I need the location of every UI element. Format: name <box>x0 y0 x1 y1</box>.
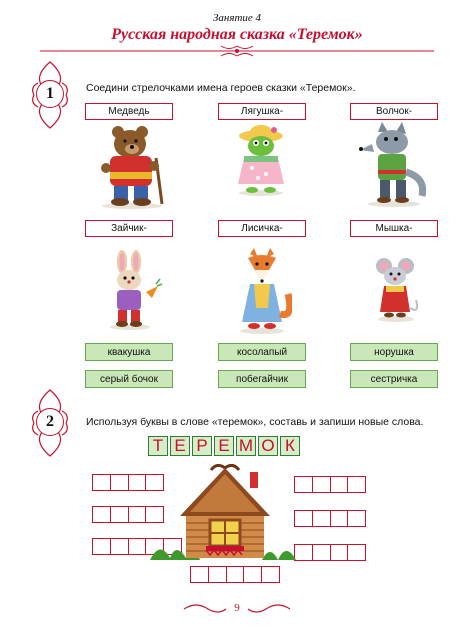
wolf-illustration <box>358 122 430 208</box>
page-number: 9 <box>234 602 240 614</box>
fox-illustration <box>232 248 292 334</box>
lesson-label: Занятие 4 <box>212 12 262 24</box>
task2-instruction: Используя буквы в слове «теремок», составь и запиши новые слова. <box>86 416 424 428</box>
name-box-wolf[interactable]: Волчок- <box>350 103 438 120</box>
letter-cell: Е <box>214 436 234 456</box>
letter-cell: О <box>258 436 278 456</box>
word-box-sestrichka[interactable]: сестричка <box>350 370 438 388</box>
teremok-word <box>148 436 300 456</box>
name-box-frog[interactable]: Лягушка- <box>218 103 306 120</box>
name-box-hare[interactable]: Зайчик- <box>85 220 173 237</box>
letter-cell: М <box>236 436 256 456</box>
hare-illustration <box>100 250 164 330</box>
answer-grid-bottom[interactable] <box>190 566 279 583</box>
name-box-bear[interactable]: Медведь <box>85 103 173 120</box>
title-ornament <box>30 44 444 58</box>
letter-cell: К <box>280 436 300 456</box>
word-box-pobegaychik[interactable]: побегайчик <box>218 370 306 388</box>
word-box-kvakushka[interactable]: квакушка <box>85 343 173 361</box>
name-box-mouse[interactable]: Мышка- <box>350 220 438 237</box>
teremok-house-illustration <box>150 464 300 564</box>
frog-illustration <box>228 124 294 196</box>
page-title: Русская народная сказка «Теремок» <box>111 26 363 43</box>
bear-illustration <box>92 122 172 210</box>
word-box-norushka[interactable]: норушка <box>350 343 438 361</box>
task2-number: 2 <box>36 408 64 436</box>
answer-grid-right-2[interactable] <box>294 510 365 527</box>
mouse-illustration <box>370 256 422 322</box>
answer-grid-right-1[interactable] <box>294 476 365 493</box>
task1-instruction: Соедини стрелочками имена героев сказки «Теремок». <box>86 82 356 94</box>
answer-grid-right-3[interactable] <box>294 544 365 561</box>
name-box-fox[interactable]: Лисичка- <box>218 220 306 237</box>
letter-cell: Т <box>148 436 168 456</box>
letter-cell: Р <box>192 436 212 456</box>
word-box-kosolapy[interactable]: косолапый <box>218 343 306 361</box>
task1-number: 1 <box>36 80 64 108</box>
word-box-sery-bochok[interactable]: серый бочок <box>85 370 173 388</box>
letter-cell: Е <box>170 436 190 456</box>
